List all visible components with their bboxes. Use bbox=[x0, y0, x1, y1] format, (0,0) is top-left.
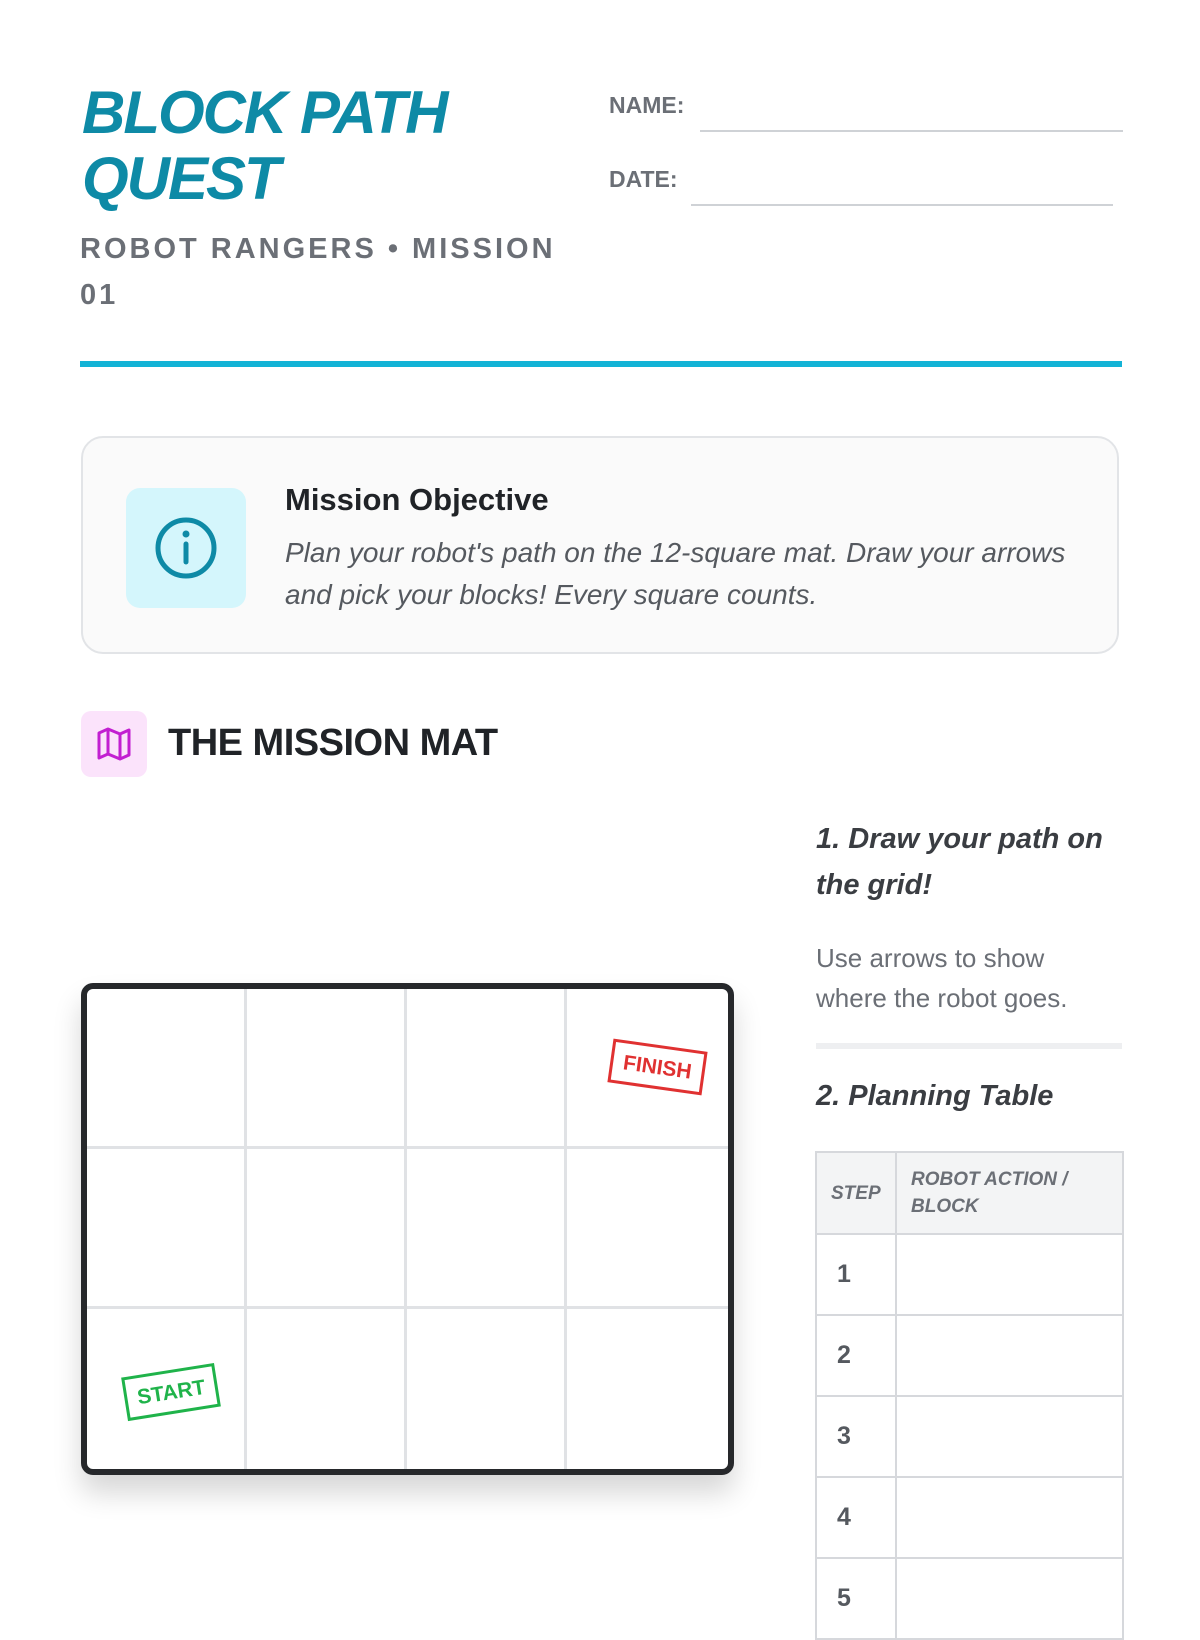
mission-mat-grid[interactable] bbox=[81, 983, 734, 1475]
step-number: 2 bbox=[816, 1315, 896, 1396]
mat-cell[interactable] bbox=[407, 989, 567, 1149]
step-column-header: STEP bbox=[816, 1152, 896, 1234]
mat-cell[interactable] bbox=[247, 1309, 407, 1469]
objective-text: Plan your robot's path on the 12-square mat. Draw your arrows and pick your blocks! Every square counts. bbox=[285, 537, 1066, 610]
finish-stamp: FINISH bbox=[607, 1039, 707, 1096]
action-column-header: ROBOT ACTION / BLOCK bbox=[896, 1152, 1123, 1234]
mat-cell[interactable] bbox=[567, 1149, 728, 1309]
table-header-row bbox=[816, 1152, 1123, 1234]
mat-cell[interactable] bbox=[247, 989, 407, 1149]
step-number: 3 bbox=[816, 1396, 896, 1477]
step-1-text: Use arrows to show where the robot goes. bbox=[816, 943, 1068, 1013]
map-icon bbox=[81, 711, 147, 777]
table-row bbox=[816, 1477, 1123, 1558]
title-line-1: BLOCK PATH bbox=[82, 79, 447, 146]
action-cell[interactable] bbox=[896, 1315, 1123, 1396]
table-row bbox=[816, 1558, 1123, 1639]
planning-table bbox=[815, 1151, 1124, 1640]
title-line-2: QUEST bbox=[82, 145, 279, 212]
start-stamp: START bbox=[121, 1363, 221, 1421]
header-divider bbox=[80, 361, 1122, 367]
mat-cell[interactable] bbox=[87, 989, 247, 1149]
info-icon bbox=[126, 488, 246, 608]
step-2-title: 2. Planning Table bbox=[816, 1080, 1054, 1112]
step-number: 1 bbox=[816, 1234, 896, 1315]
mission-mat-heading: THE MISSION MAT bbox=[168, 722, 498, 764]
table-row bbox=[816, 1396, 1123, 1477]
mat-cell[interactable] bbox=[407, 1309, 567, 1469]
name-label: NAME: bbox=[609, 92, 685, 118]
mat-cell[interactable] bbox=[567, 1309, 728, 1469]
mission-objective-card bbox=[81, 436, 1119, 654]
action-cell[interactable] bbox=[896, 1558, 1123, 1639]
action-cell[interactable] bbox=[896, 1234, 1123, 1315]
step-number: 5 bbox=[816, 1558, 896, 1639]
mat-cell[interactable] bbox=[87, 1149, 247, 1309]
mat-cell[interactable] bbox=[247, 1149, 407, 1309]
table-row bbox=[816, 1234, 1123, 1315]
worksheet-subtitle: ROBOT RANGERS • MISSION 01 bbox=[80, 233, 556, 311]
table-row bbox=[816, 1315, 1123, 1396]
mat-cell[interactable] bbox=[407, 1149, 567, 1309]
step-number: 4 bbox=[816, 1477, 896, 1558]
name-field[interactable] bbox=[700, 130, 1123, 132]
objective-title: Mission Objective bbox=[285, 482, 549, 517]
step-1-title: 1. Draw your path on the grid! bbox=[816, 823, 1103, 901]
worksheet-title bbox=[82, 80, 552, 212]
date-field[interactable] bbox=[691, 204, 1113, 206]
date-label: DATE: bbox=[609, 166, 678, 192]
action-cell[interactable] bbox=[896, 1396, 1123, 1477]
action-cell[interactable] bbox=[896, 1477, 1123, 1558]
panel-divider bbox=[816, 1043, 1122, 1049]
